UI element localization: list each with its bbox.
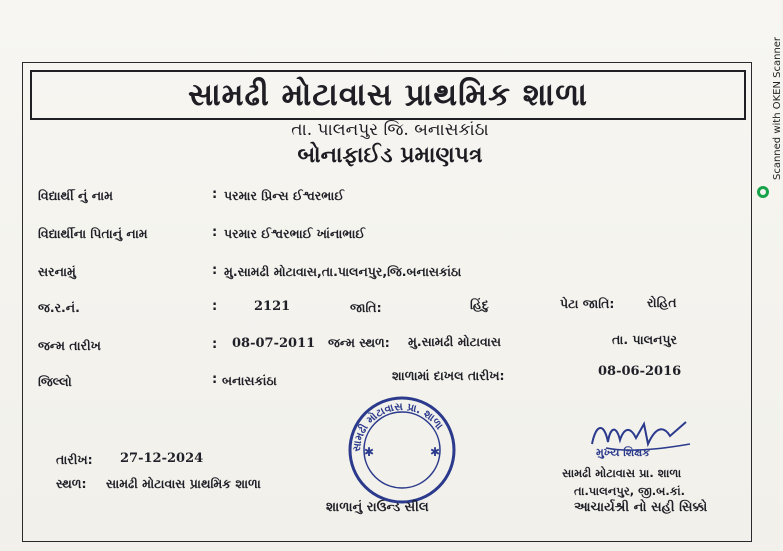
- dob-label: જન્મ તારીખ: [38, 338, 101, 353]
- sub-caste-value: રોહિત: [647, 295, 677, 310]
- birth-place-value: મુ.સામઢી મોટાવાસ: [408, 334, 501, 349]
- issue-place-value: સામઢી મોટાવાસ પ્રાથમિક શાળા: [106, 476, 261, 491]
- seal-star-icon: ✱: [430, 445, 441, 459]
- student-name-value: પરમાર પ્રિન્સ ઈશ્વરભાઈ: [224, 188, 344, 203]
- colon: :: [212, 372, 218, 387]
- school-address: તા. પાલનપુર જિ. બનાસકાંઠા: [291, 120, 489, 140]
- seal-star-icon: ✱: [364, 445, 375, 459]
- colon: :: [212, 299, 218, 314]
- admission-date-label: શાળામાં દાખલ તારીખ:: [392, 368, 505, 383]
- principal-title: મુખ્ય શિક્ષક: [596, 446, 651, 459]
- issue-place-label: સ્થળ:: [56, 476, 87, 491]
- gr-no-label: જ.ર.નં.: [38, 300, 80, 315]
- seal-text: સામઢી મોટાવાસ પ્રા. શાળા: [350, 400, 446, 453]
- school-name-box: [30, 70, 746, 120]
- issue-date-label: તારીખ:: [56, 452, 93, 467]
- dob-value: 08-07-2011: [232, 336, 316, 351]
- colon: :: [212, 225, 218, 240]
- principal-caption: આચાર્યશ્રી નો સહી સિક્કો: [574, 500, 708, 515]
- student-name-label: વિદ્યાર્થી નું નામ: [38, 188, 113, 203]
- father-name-value: પરમાર ઈશ્વરભાઈ ખાંનાભાઈ: [224, 226, 366, 241]
- district-label: જિલ્લો: [38, 374, 72, 389]
- birth-place-label: જન્મ સ્થળ:: [328, 335, 390, 350]
- gr-no-value: 2121: [254, 299, 291, 314]
- district-value: બનાસકાંઠા: [222, 373, 277, 388]
- address-label: સરનામું: [38, 264, 76, 279]
- principal-place: તા.પાલનપુર, જી.બ.કાં.: [574, 484, 686, 498]
- caste-label: જાતિ:: [350, 300, 382, 315]
- colon: :: [212, 337, 218, 352]
- school-round-seal: [330, 388, 474, 510]
- school-name: સામઢી મોટાવાસ પ્રાથમિક શાળા: [187, 76, 589, 113]
- principal-school: સામઢી મોટાવાસ પ્રા. શાળા: [562, 466, 682, 480]
- admission-date-value: 08-06-2016: [598, 364, 682, 379]
- caste-value: હિંદુ: [470, 297, 489, 312]
- birth-taluka-value: તા. પાલનપુર: [612, 332, 677, 347]
- certificate-title: બોનાફાઈડ પ્રમાણપત્ર: [297, 142, 483, 168]
- scanner-label: Scanned with OKEN Scanner: [772, 36, 783, 180]
- colon: :: [212, 187, 218, 202]
- colon: :: [212, 263, 218, 278]
- sub-caste-label: પેટા જાતિ:: [560, 296, 615, 311]
- father-name-label: વિદ્યાર્થીના પિતાનું નામ: [38, 226, 148, 241]
- scanner-logo-icon: [757, 186, 769, 198]
- issue-date-value: 27-12-2024: [120, 451, 204, 466]
- seal-caption: શાળાનું રાઉન્ડ સીલ: [326, 500, 429, 515]
- address-value: મુ.સામઢી મોટાવાસ,તા.પાલનપુર,જિ.બનાસકાંઠા: [224, 264, 462, 279]
